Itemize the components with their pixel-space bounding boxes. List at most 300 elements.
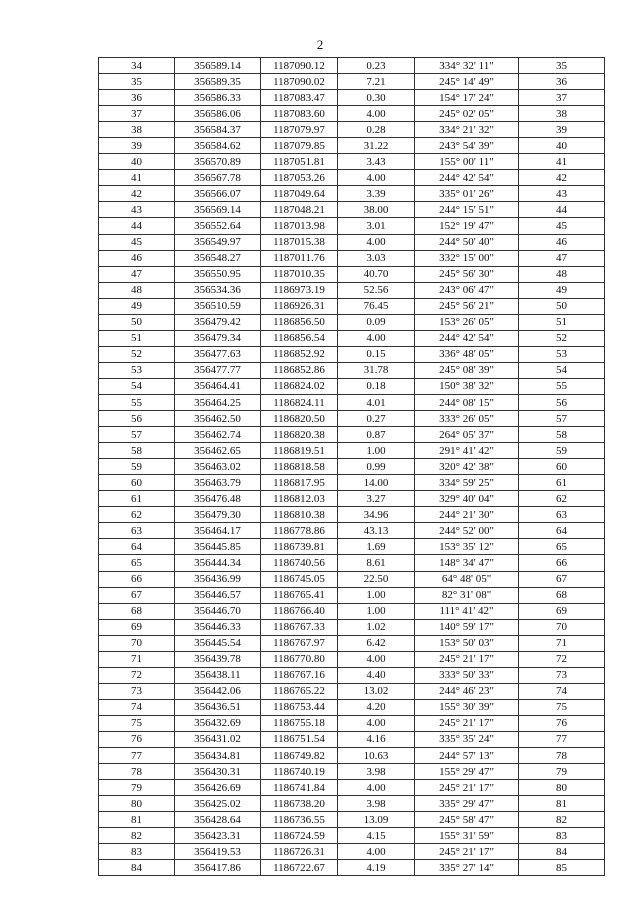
x-coordinate-cell: 356446.57 [175,587,261,603]
point-number-cell: 82 [99,828,175,844]
x-coordinate-cell: 356510.59 [175,298,261,314]
table-row [99,587,605,603]
next-point-cell: 84 [519,844,605,860]
coordinates-table-body [99,58,605,876]
distance-cell: 6.42 [338,635,415,651]
distance-cell: 3.98 [338,796,415,812]
table-row [99,683,605,699]
x-coordinate-cell: 356570.89 [175,154,261,170]
next-point-cell: 57 [519,411,605,427]
distance-cell: 4.15 [338,828,415,844]
point-number-cell: 40 [99,154,175,170]
table-row [99,58,605,74]
distance-cell: 4.00 [338,651,415,667]
x-coordinate-cell: 356584.37 [175,122,261,138]
point-number-cell: 60 [99,475,175,491]
bearing-cell: 335° 27' 14" [415,860,519,876]
table-row [99,138,605,154]
point-number-cell: 72 [99,667,175,683]
point-number-cell: 46 [99,250,175,266]
y-coordinate-cell: 1186766.40 [261,603,338,619]
table-row [99,427,605,443]
y-coordinate-cell: 1186767.16 [261,667,338,683]
distance-cell: 1.00 [338,603,415,619]
x-coordinate-cell: 356445.85 [175,539,261,555]
table-row [99,346,605,362]
y-coordinate-cell: 1187051.81 [261,154,338,170]
x-coordinate-cell: 356589.35 [175,74,261,90]
x-coordinate-cell: 356436.99 [175,571,261,587]
bearing-cell: 82° 31' 08" [415,587,519,603]
point-number-cell: 66 [99,571,175,587]
y-coordinate-cell: 1186736.55 [261,812,338,828]
x-coordinate-cell: 356462.65 [175,443,261,459]
bearing-cell: 244° 08' 15" [415,394,519,410]
x-coordinate-cell: 356436.51 [175,699,261,715]
table-row [99,619,605,635]
x-coordinate-cell: 356431.02 [175,731,261,747]
next-point-cell: 43 [519,186,605,202]
point-number-cell: 42 [99,186,175,202]
point-number-cell: 49 [99,298,175,314]
distance-cell: 4.00 [338,715,415,731]
point-number-cell: 73 [99,683,175,699]
x-coordinate-cell: 356550.95 [175,266,261,282]
table-row [99,796,605,812]
next-point-cell: 65 [519,539,605,555]
next-point-cell: 64 [519,523,605,539]
point-number-cell: 52 [99,346,175,362]
next-point-cell: 61 [519,475,605,491]
table-row [99,394,605,410]
y-coordinate-cell: 1186755.18 [261,715,338,731]
table-row [99,475,605,491]
distance-cell: 1.69 [338,539,415,555]
y-coordinate-cell: 1186765.22 [261,683,338,699]
x-coordinate-cell: 356477.63 [175,346,261,362]
distance-cell: 0.30 [338,90,415,106]
point-number-cell: 70 [99,635,175,651]
distance-cell: 4.00 [338,844,415,860]
y-coordinate-cell: 1186856.54 [261,330,338,346]
distance-cell: 3.03 [338,250,415,266]
table-row [99,828,605,844]
x-coordinate-cell: 356428.64 [175,812,261,828]
point-number-cell: 62 [99,507,175,523]
distance-cell: 43.13 [338,523,415,539]
table-row [99,250,605,266]
point-number-cell: 58 [99,443,175,459]
point-number-cell: 54 [99,378,175,394]
x-coordinate-cell: 356419.53 [175,844,261,860]
x-coordinate-cell: 356586.06 [175,106,261,122]
table-row [99,122,605,138]
distance-cell: 76.45 [338,298,415,314]
distance-cell: 13.02 [338,683,415,699]
x-coordinate-cell: 356477.77 [175,362,261,378]
next-point-cell: 85 [519,860,605,876]
bearing-cell: 153° 26' 05" [415,314,519,330]
y-coordinate-cell: 1187015.38 [261,234,338,250]
distance-cell: 4.40 [338,667,415,683]
table-row [99,282,605,298]
x-coordinate-cell: 356476.48 [175,491,261,507]
point-number-cell: 76 [99,731,175,747]
next-point-cell: 72 [519,651,605,667]
point-number-cell: 61 [99,491,175,507]
distance-cell: 4.16 [338,731,415,747]
y-coordinate-cell: 1186767.33 [261,619,338,635]
table-row [99,202,605,218]
point-number-cell: 59 [99,459,175,475]
y-coordinate-cell: 1187090.02 [261,74,338,90]
table-row [99,154,605,170]
bearing-cell: 150° 38' 32" [415,378,519,394]
bearing-cell: 154° 17' 24" [415,90,519,106]
y-coordinate-cell: 1186765.41 [261,587,338,603]
y-coordinate-cell: 1187011.76 [261,250,338,266]
y-coordinate-cell: 1186852.86 [261,362,338,378]
y-coordinate-cell: 1187083.47 [261,90,338,106]
table-row [99,812,605,828]
point-number-cell: 83 [99,844,175,860]
bearing-cell: 244° 42' 54" [415,170,519,186]
bearing-cell: 140° 59' 17" [415,619,519,635]
point-number-cell: 44 [99,218,175,234]
x-coordinate-cell: 356479.30 [175,507,261,523]
y-coordinate-cell: 1186812.03 [261,491,338,507]
bearing-cell: 243° 06' 47" [415,282,519,298]
table-row [99,603,605,619]
table-row [99,860,605,876]
x-coordinate-cell: 356434.81 [175,748,261,764]
bearing-cell: 243° 54' 39" [415,138,519,154]
table-row [99,330,605,346]
x-coordinate-cell: 356589.14 [175,58,261,74]
bearing-cell: 245° 56' 30" [415,266,519,282]
distance-cell: 14.00 [338,475,415,491]
next-point-cell: 48 [519,266,605,282]
table-row [99,106,605,122]
x-coordinate-cell: 356566.07 [175,186,261,202]
y-coordinate-cell: 1186819.51 [261,443,338,459]
y-coordinate-cell: 1187013.98 [261,218,338,234]
next-point-cell: 46 [519,234,605,250]
distance-cell: 4.00 [338,170,415,186]
table-row [99,411,605,427]
point-number-cell: 81 [99,812,175,828]
point-number-cell: 68 [99,603,175,619]
next-point-cell: 77 [519,731,605,747]
point-number-cell: 79 [99,780,175,796]
table-row [99,571,605,587]
x-coordinate-cell: 356426.69 [175,780,261,796]
y-coordinate-cell: 1186740.56 [261,555,338,571]
distance-cell: 0.18 [338,378,415,394]
table-row [99,491,605,507]
y-coordinate-cell: 1187079.97 [261,122,338,138]
y-coordinate-cell: 1186818.58 [261,459,338,475]
distance-cell: 4.00 [338,330,415,346]
distance-cell: 34.96 [338,507,415,523]
bearing-cell: 244° 21' 30" [415,507,519,523]
table-row [99,234,605,250]
y-coordinate-cell: 1186810.38 [261,507,338,523]
coordinates-table [98,57,605,876]
bearing-cell: 334° 21' 32" [415,122,519,138]
point-number-cell: 78 [99,764,175,780]
next-point-cell: 38 [519,106,605,122]
bearing-cell: 335° 01' 26" [415,186,519,202]
y-coordinate-cell: 1187090.12 [261,58,338,74]
x-coordinate-cell: 356584.62 [175,138,261,154]
next-point-cell: 66 [519,555,605,571]
x-coordinate-cell: 356432.69 [175,715,261,731]
distance-cell: 0.15 [338,346,415,362]
bearing-cell: 333° 26' 05" [415,411,519,427]
bearing-cell: 245° 58' 47" [415,812,519,828]
next-point-cell: 55 [519,378,605,394]
point-number-cell: 47 [99,266,175,282]
y-coordinate-cell: 1187053.26 [261,170,338,186]
distance-cell: 7.21 [338,74,415,90]
x-coordinate-cell: 356586.33 [175,90,261,106]
next-point-cell: 45 [519,218,605,234]
next-point-cell: 74 [519,683,605,699]
next-point-cell: 81 [519,796,605,812]
point-number-cell: 56 [99,411,175,427]
x-coordinate-cell: 356479.42 [175,314,261,330]
y-coordinate-cell: 1186817.95 [261,475,338,491]
x-coordinate-cell: 356442.06 [175,683,261,699]
distance-cell: 4.20 [338,699,415,715]
x-coordinate-cell: 356462.74 [175,427,261,443]
table-row [99,764,605,780]
next-point-cell: 36 [519,74,605,90]
point-number-cell: 75 [99,715,175,731]
distance-cell: 3.27 [338,491,415,507]
point-number-cell: 57 [99,427,175,443]
distance-cell: 22.50 [338,571,415,587]
next-point-cell: 56 [519,394,605,410]
table-row [99,362,605,378]
next-point-cell: 37 [519,90,605,106]
table-row [99,780,605,796]
next-point-cell: 75 [519,699,605,715]
table-row [99,635,605,651]
table-row [99,459,605,475]
distance-cell: 0.99 [338,459,415,475]
bearing-cell: 245° 08' 39" [415,362,519,378]
y-coordinate-cell: 1186926.31 [261,298,338,314]
x-coordinate-cell: 356445.54 [175,635,261,651]
next-point-cell: 68 [519,587,605,603]
distance-cell: 52.56 [338,282,415,298]
next-point-cell: 67 [519,571,605,587]
bearing-cell: 245° 02' 05" [415,106,519,122]
bearing-cell: 155° 31' 59" [415,828,519,844]
x-coordinate-cell: 356552.64 [175,218,261,234]
bearing-cell: 153° 50' 03" [415,635,519,651]
bearing-cell: 244° 52' 00" [415,523,519,539]
point-number-cell: 50 [99,314,175,330]
point-number-cell: 36 [99,90,175,106]
point-number-cell: 80 [99,796,175,812]
table-row [99,651,605,667]
table-row [99,507,605,523]
bearing-cell: 329° 40' 04" [415,491,519,507]
table-row [99,218,605,234]
y-coordinate-cell: 1187048.21 [261,202,338,218]
point-number-cell: 37 [99,106,175,122]
table-row [99,748,605,764]
point-number-cell: 34 [99,58,175,74]
next-point-cell: 53 [519,346,605,362]
next-point-cell: 76 [519,715,605,731]
next-point-cell: 47 [519,250,605,266]
y-coordinate-cell: 1186741.84 [261,780,338,796]
point-number-cell: 63 [99,523,175,539]
next-point-cell: 79 [519,764,605,780]
bearing-cell: 155° 29' 47" [415,764,519,780]
y-coordinate-cell: 1186820.50 [261,411,338,427]
next-point-cell: 80 [519,780,605,796]
x-coordinate-cell: 356464.17 [175,523,261,539]
bearing-cell: 244° 15' 51" [415,202,519,218]
next-point-cell: 41 [519,154,605,170]
bearing-cell: 335° 29' 47" [415,796,519,812]
next-point-cell: 39 [519,122,605,138]
x-coordinate-cell: 356423.31 [175,828,261,844]
point-number-cell: 55 [99,394,175,410]
bearing-cell: 264° 05' 37" [415,427,519,443]
table-row [99,667,605,683]
point-number-cell: 69 [99,619,175,635]
bearing-cell: 335° 35' 24" [415,731,519,747]
distance-cell: 1.00 [338,443,415,459]
table-row [99,74,605,90]
table-row [99,555,605,571]
x-coordinate-cell: 356417.86 [175,860,261,876]
y-coordinate-cell: 1187083.60 [261,106,338,122]
point-number-cell: 35 [99,74,175,90]
point-number-cell: 84 [99,860,175,876]
x-coordinate-cell: 356479.34 [175,330,261,346]
x-coordinate-cell: 356444.34 [175,555,261,571]
bearing-cell: 334° 59' 25" [415,475,519,491]
x-coordinate-cell: 356463.79 [175,475,261,491]
y-coordinate-cell: 1186778.86 [261,523,338,539]
next-point-cell: 51 [519,314,605,330]
table-row [99,699,605,715]
y-coordinate-cell: 1186753.44 [261,699,338,715]
y-coordinate-cell: 1186740.19 [261,764,338,780]
bearing-cell: 333° 50' 33" [415,667,519,683]
point-number-cell: 39 [99,138,175,154]
distance-cell: 0.23 [338,58,415,74]
distance-cell: 4.00 [338,780,415,796]
distance-cell: 4.00 [338,106,415,122]
distance-cell: 0.09 [338,314,415,330]
y-coordinate-cell: 1187049.64 [261,186,338,202]
bearing-cell: 245° 21' 17" [415,844,519,860]
bearing-cell: 245° 21' 17" [415,715,519,731]
bearing-cell: 245° 21' 17" [415,780,519,796]
y-coordinate-cell: 1186767.97 [261,635,338,651]
table-row [99,266,605,282]
next-point-cell: 73 [519,667,605,683]
y-coordinate-cell: 1186738.20 [261,796,338,812]
y-coordinate-cell: 1186722.67 [261,860,338,876]
bearing-cell: 245° 14' 49" [415,74,519,90]
table-row [99,90,605,106]
distance-cell: 40.70 [338,266,415,282]
next-point-cell: 70 [519,619,605,635]
next-point-cell: 50 [519,298,605,314]
point-number-cell: 74 [99,699,175,715]
y-coordinate-cell: 1186726.31 [261,844,338,860]
y-coordinate-cell: 1186724.59 [261,828,338,844]
x-coordinate-cell: 356446.70 [175,603,261,619]
x-coordinate-cell: 356464.25 [175,394,261,410]
table-row [99,314,605,330]
y-coordinate-cell: 1186739.81 [261,539,338,555]
next-point-cell: 40 [519,138,605,154]
distance-cell: 3.01 [338,218,415,234]
table-row [99,298,605,314]
table-row [99,186,605,202]
next-point-cell: 54 [519,362,605,378]
point-number-cell: 67 [99,587,175,603]
next-point-cell: 60 [519,459,605,475]
next-point-cell: 82 [519,812,605,828]
bearing-cell: 64° 48' 05" [415,571,519,587]
distance-cell: 10.63 [338,748,415,764]
next-point-cell: 35 [519,58,605,74]
table-row [99,523,605,539]
point-number-cell: 77 [99,748,175,764]
y-coordinate-cell: 1186745.05 [261,571,338,587]
next-point-cell: 63 [519,507,605,523]
point-number-cell: 38 [99,122,175,138]
y-coordinate-cell: 1186852.92 [261,346,338,362]
x-coordinate-cell: 356464.41 [175,378,261,394]
bearing-cell: 244° 50' 40" [415,234,519,250]
next-point-cell: 42 [519,170,605,186]
next-point-cell: 59 [519,443,605,459]
next-point-cell: 83 [519,828,605,844]
point-number-cell: 51 [99,330,175,346]
x-coordinate-cell: 356569.14 [175,202,261,218]
bearing-cell: 244° 42' 54" [415,330,519,346]
y-coordinate-cell: 1186820.38 [261,427,338,443]
bearing-cell: 245° 56' 21" [415,298,519,314]
distance-cell: 3.98 [338,764,415,780]
x-coordinate-cell: 356462.50 [175,411,261,427]
distance-cell: 4.19 [338,860,415,876]
next-point-cell: 52 [519,330,605,346]
page-number: 2 [316,37,324,52]
point-number-cell: 65 [99,555,175,571]
bearing-cell: 111° 41' 42" [415,603,519,619]
bearing-cell: 334° 32' 11" [415,58,519,74]
next-point-cell: 44 [519,202,605,218]
distance-cell: 0.28 [338,122,415,138]
x-coordinate-cell: 356439.78 [175,651,261,667]
y-coordinate-cell: 1186824.11 [261,394,338,410]
table-row [99,715,605,731]
y-coordinate-cell: 1186751.54 [261,731,338,747]
